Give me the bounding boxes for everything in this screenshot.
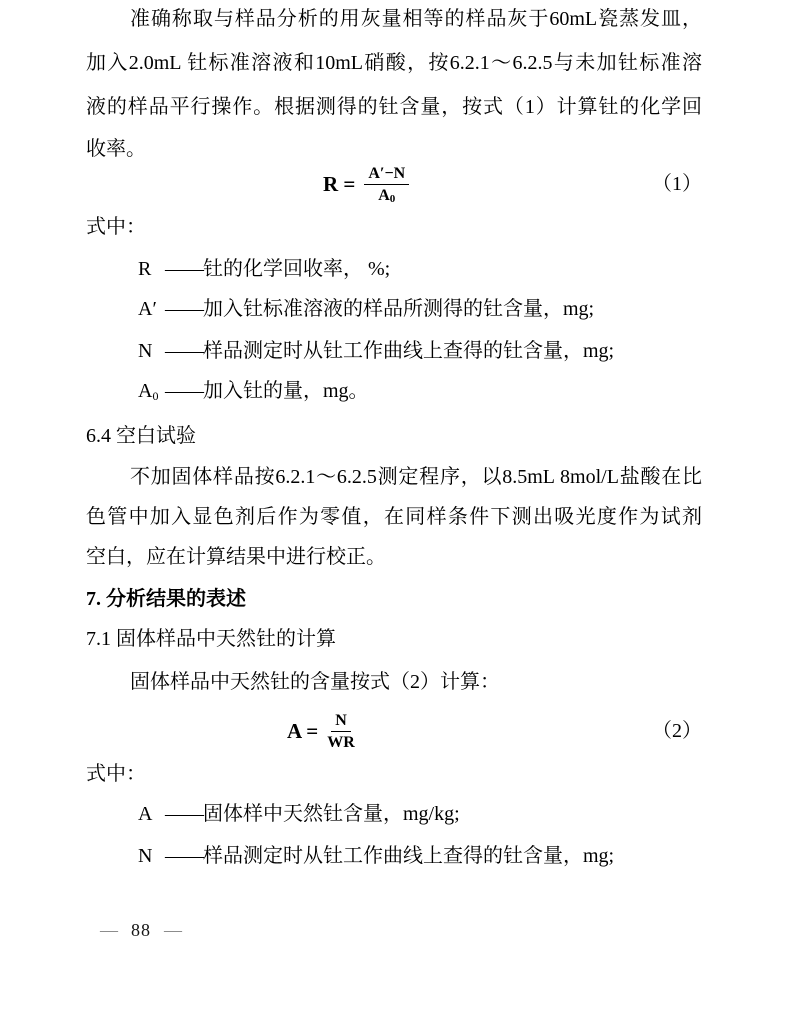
formula-1 (86, 158, 702, 210)
fraction-numerator: N (331, 711, 351, 732)
section-heading-7-1: 7.1 固体样品中天然钍的计算 (86, 628, 336, 650)
definition-term: R (138, 258, 152, 280)
formula-lhs: R = (323, 172, 356, 196)
paragraph-line: 加入2.0mL 钍标准溶液和10mL硝酸，按6.2.1～6.2.5与未加钍标准溶 (86, 52, 702, 74)
paragraph-line: 液的样品平行操作。根据测得的钍含量，按式（1）计算钍的化学回 (86, 96, 702, 118)
where-intro: 式中： (86, 763, 146, 785)
definition-row (138, 294, 702, 324)
formula-lhs: A = (287, 719, 319, 743)
formula-number-label: （1） (652, 173, 702, 195)
denominator-base: A (378, 186, 390, 204)
term-subscript: 0 (152, 389, 159, 403)
definition-term: N (138, 340, 153, 362)
definition-term (138, 376, 165, 406)
paragraph-line: 收率。 (86, 138, 146, 160)
footer-dash-left: — (100, 920, 118, 940)
paragraph-line: 准确称取与样品分析的用灰量相等的样品灰于60mL瓷蒸发皿， (130, 8, 702, 30)
definition-dash: —— (165, 258, 203, 280)
paragraph-line: 固体样品中天然钍的含量按式（2）计算： (130, 671, 500, 693)
definition-dash: —— (165, 340, 203, 362)
fraction-numerator: A′−N (364, 164, 409, 185)
where-intro: 式中： (86, 216, 146, 238)
fraction-denominator (378, 185, 395, 205)
page-number: 88 (131, 920, 151, 940)
section-heading-7: 7. 分析结果的表述 (86, 588, 246, 610)
formula-body (287, 711, 355, 752)
paragraph-line: 不加固体样品按6.2.1～6.2.5测定程序，以8.5mL 8mol/L盐酸在比 (130, 466, 702, 488)
definition-dash: —— (165, 298, 203, 320)
section-heading-6-4: 6.4 空白试验 (86, 425, 196, 447)
definition-dash: —— (165, 380, 203, 402)
definition-row (138, 799, 702, 829)
definition-term: A′ (138, 298, 157, 320)
definition-text: 加入钍标准溶液的样品所测得的钍含量，mg; (203, 298, 595, 320)
term-base: A (138, 380, 153, 402)
formula-body (323, 164, 409, 205)
definition-row (138, 841, 702, 871)
definition-term: N (138, 845, 153, 867)
definition-text: 钍的化学回收率， %; (203, 258, 391, 280)
fraction (327, 711, 355, 752)
definition-row (138, 376, 702, 406)
definition-text: 样品测定时从钍工作曲线上查得的钍含量，mg; (203, 340, 615, 362)
formula-number-label: （2） (652, 720, 702, 742)
definition-row (138, 254, 702, 284)
paragraph-line: 色管中加入显色剂后作为零值，在同样条件下测出吸光度作为试剂 (86, 506, 702, 528)
definition-dash: —— (165, 845, 203, 867)
fraction (364, 164, 409, 205)
definition-term: A (138, 803, 153, 825)
definition-dash: —— (165, 803, 203, 825)
definition-text: 加入钍的量，mg。 (203, 380, 369, 402)
formula-2 (86, 705, 702, 757)
fraction-denominator: WR (327, 733, 355, 751)
denominator-subscript: 0 (389, 192, 396, 205)
definition-text: 样品测定时从钍工作曲线上查得的钍含量，mg; (203, 845, 615, 867)
footer-dash-right: — (164, 920, 182, 940)
definition-row (138, 336, 702, 366)
definition-text: 固体样中天然钍含量，mg/kg; (203, 803, 460, 825)
paragraph-line: 空白，应在计算结果中进行校正。 (86, 546, 386, 568)
page-footer (100, 918, 182, 942)
